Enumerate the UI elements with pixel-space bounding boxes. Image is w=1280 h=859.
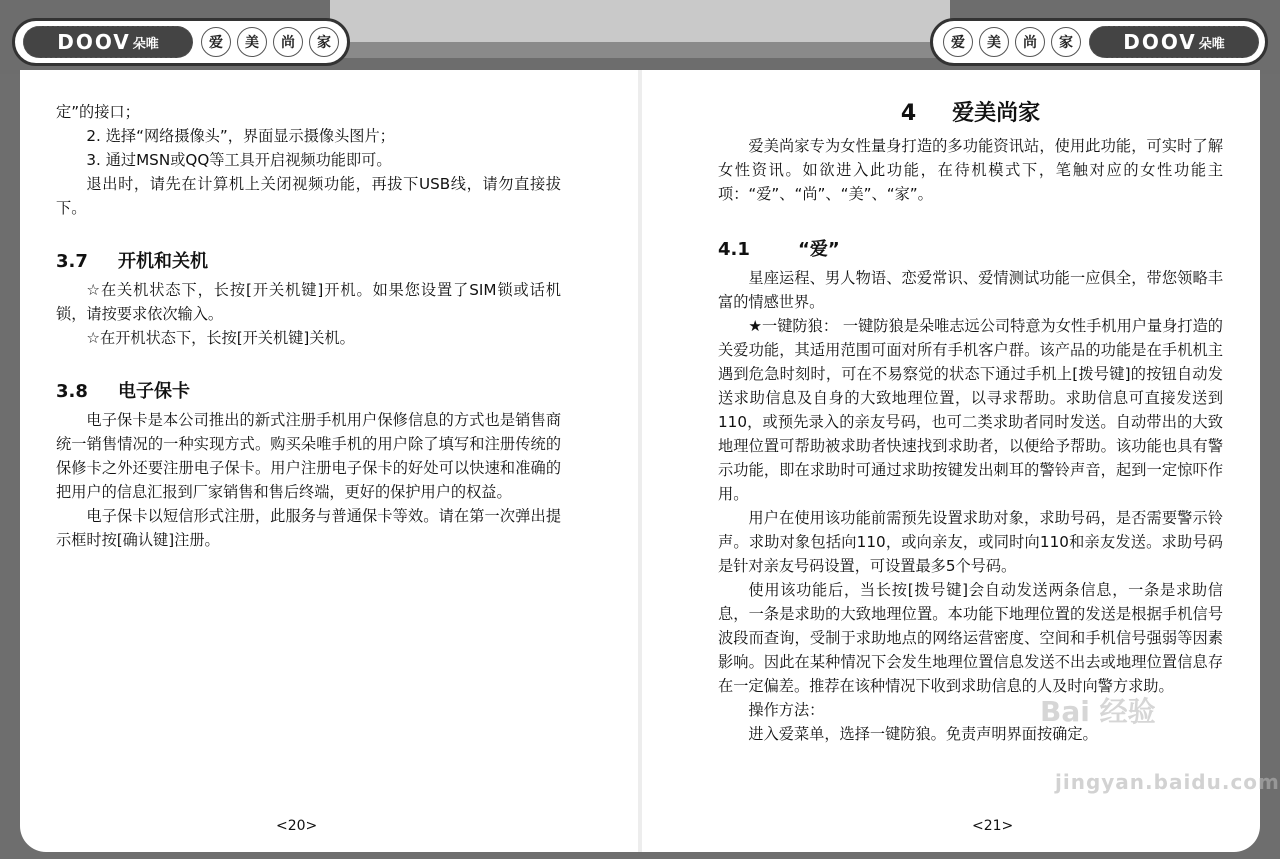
chapter-title: 爱美尚家: [952, 101, 1041, 126]
tag-mei: 美: [237, 27, 267, 57]
chapter-number: 4: [900, 101, 917, 126]
section-title: 电子保卡: [118, 381, 190, 402]
paragraph: 使用该功能后，当长按[拨号键]会自动发送两条信息，一条是求助信息，一条是求助的大致地理位置。本功能下地理位置的发送是根据手机信号波段而查询，受制于求助地点的网络运营密度、空间和手机信号强弱等因素影响。因此在某种情况下会发生地理位置信息发送不出去或地理位置信息存在一定偏差。推荐在该种情况下收到求助信息的人及时向警方求助。: [718, 581, 1223, 695]
chapter-heading: [718, 102, 1223, 126]
paragraph: 定”的接口；: [56, 103, 140, 121]
left-content: [56, 100, 561, 552]
tag-shang: 尚: [1015, 27, 1045, 57]
paragraph: 操作方法：: [748, 701, 825, 719]
doov-logo: [1089, 26, 1259, 58]
tag-ai: 爱: [201, 27, 231, 57]
paragraph: 电子保卡是本公司推出的新式注册手机用户保修信息的方式也是销售商统一销售情况的一种实现方式。购买朵唯手机的用户除了填写和注册传统的保修卡之外还要注册电子保卡。用户注册电子保卡的好处可以快速和准确的把用户的信息汇报到厂家销售和售后终端，更好的保护用户的权益。: [56, 411, 561, 501]
right-content: [718, 100, 1223, 746]
section-number: 3.7: [56, 251, 88, 272]
watermark-url: jingyan.baidu.com: [1055, 770, 1280, 794]
paragraph: 爱美尚家专为女性量身打造的多功能资讯站，使用此功能，可实时了解女性资讯。如欲进入此功能，在待机模式下，笔触对应的女性功能主项：“爱”、“尚”、“美”、“家”。: [718, 137, 1223, 203]
logo-cn-text: 朵唯: [1198, 36, 1225, 52]
section-number: 4.1: [718, 239, 750, 260]
paragraph: ★一键防狼： 一键防狼是朵唯志远公司特意为女性手机用户量身打造的关爱功能，其适用范围可面对所有手机客户群。该产品的功能是在手机机主遇到危急时刻时，可在不易察觉的状态下通过手机上[拨号键]的按钮自动发送求助信息及自身的大致地理位置，以寻求帮助。求助信息可直接发送到110，或预先录入的亲友号码，也可二类求助者同时发送。自动带出的大致地理位置可帮助被求助者快速找到求助者，以便给予帮助。该功能也具有警示功能，即在求助时可通过求助按键发出刺耳的警铃声音，起到一定惊吓作用。: [718, 317, 1223, 503]
paragraph: 电子保卡以短信形式注册，此服务与普通保卡等效。请在第一次弹出提示框时按[确认键]注册。: [56, 507, 561, 549]
logo-text: DOOV: [57, 30, 131, 54]
logo-text: DOOV: [1123, 30, 1197, 54]
page-gutter: [638, 70, 642, 852]
right-header: [930, 18, 1268, 66]
paragraph: 进入爱菜单，选择一键防狼。免责声明界面按确定。: [748, 725, 1098, 743]
section-title: “爱”: [798, 239, 840, 260]
section-heading-4-1: [718, 238, 1223, 262]
list-item: 3. 通过MSN或QQ等工具开启视频功能即可。: [86, 151, 392, 169]
left-header: [12, 18, 350, 66]
section-title: 开机和关机: [118, 251, 208, 272]
paragraph: 星座运程、男人物语、恋爱常识、爱情测试功能一应俱全，带您领略丰富的情感世界。: [718, 269, 1223, 311]
doov-logo: [23, 26, 193, 58]
section-number: 3.8: [56, 381, 88, 402]
tag-shang: 尚: [273, 27, 303, 57]
page-number: <21>: [972, 818, 1014, 834]
section-heading-3-7: [56, 250, 561, 274]
paragraph: ☆在开机状态下，长按[开关机键]关机。: [86, 329, 355, 347]
section-heading-3-8: [56, 380, 561, 404]
tag-mei: 美: [979, 27, 1009, 57]
tag-ai: 爱: [943, 27, 973, 57]
paragraph: 退出时，请先在计算机上关闭视频功能，再拔下USB线，请勿直接拔下。: [56, 175, 561, 217]
watermark-logo: Bai 经验: [1040, 695, 1156, 728]
tag-jia: 家: [1051, 27, 1081, 57]
page-number: <20>: [276, 818, 318, 834]
paragraph: 用户在使用该功能前需预先设置求助对象，求助号码，是否需要警示铃声。求助对象包括向110，或向亲友，或同时向110和亲友发送。求助号码是针对亲友号码设置，可设置最多5个号码。: [718, 509, 1223, 575]
logo-cn-text: 朵唯: [132, 36, 159, 52]
header-center-bar: [330, 0, 950, 58]
header-tags: [943, 27, 1081, 57]
list-item: 2. 选择“网络摄像头”，界面显示摄像头图片；: [86, 127, 395, 145]
header-tags: [201, 27, 339, 57]
paragraph: ☆在关机状态下，长按[开关机键]开机。如果您设置了SIM锁或话机锁，请按要求依次输入。: [56, 281, 561, 323]
tag-jia: 家: [309, 27, 339, 57]
